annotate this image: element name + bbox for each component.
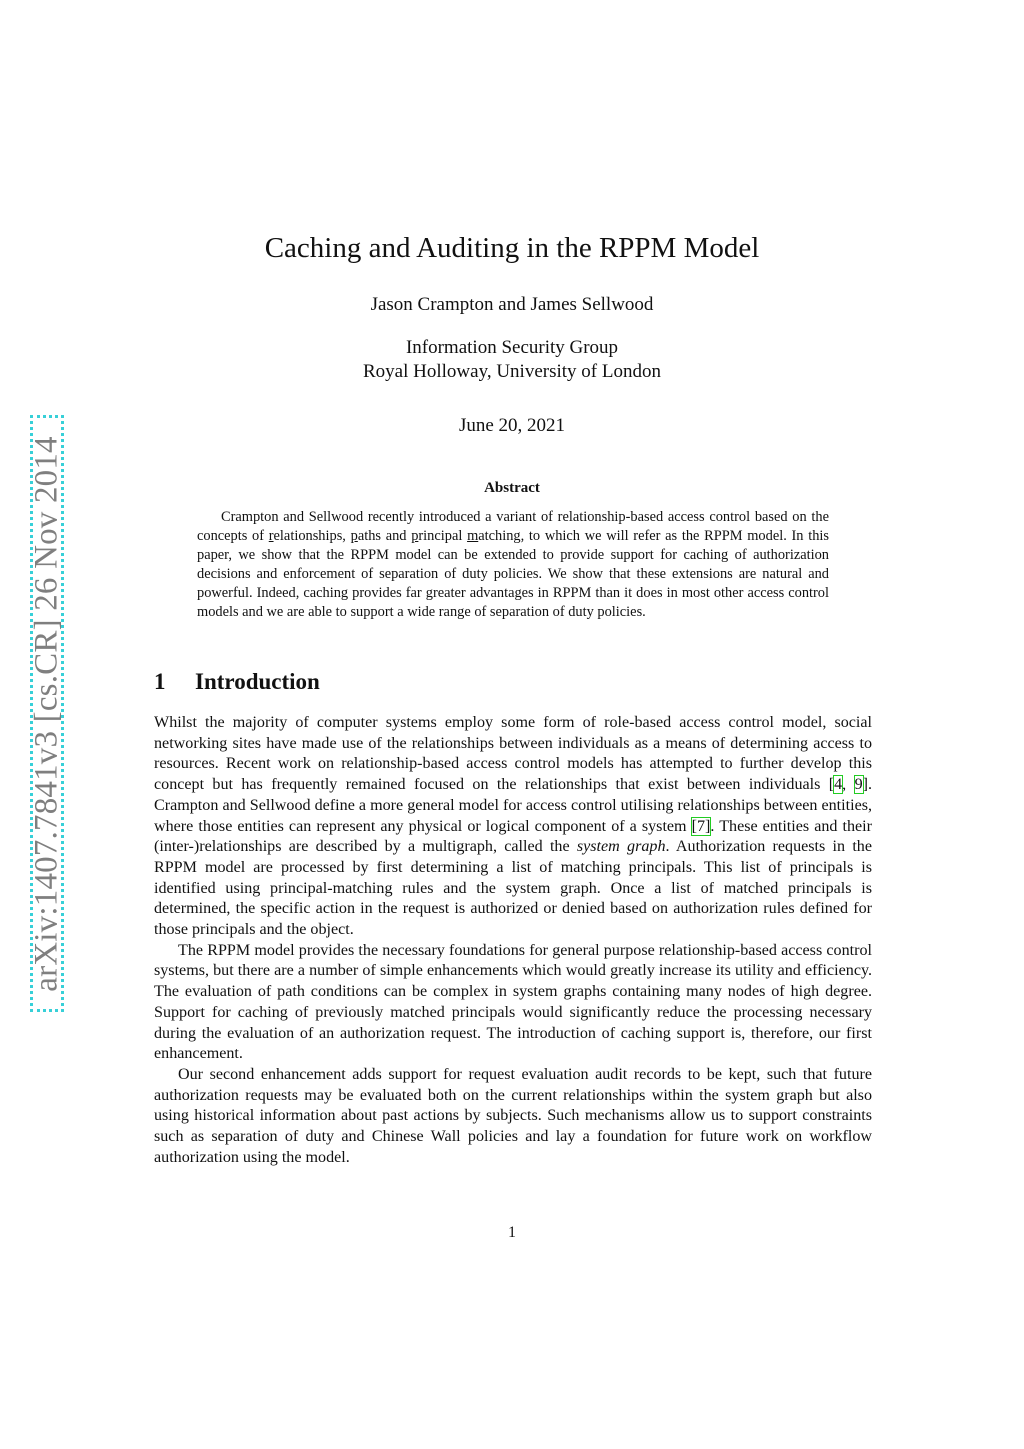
intro-text: . These entities and their (inter-)relationships are described by a multigraph, called the [154, 817, 872, 856]
abstract-text: aths and [357, 527, 412, 544]
intro-paragraph-2: The RPPM model provides the necessary foundations for general purpose relationship-based access control systems, but there are a number of simple enhancements which would greatly increase its utility and efficiency. The evaluation of path conditions can be complex in system graphs containing many nodes of high degree. Support for caching of previously matched principals would significantly reduce the processing necessary during the evaluation of an authorization request. The introduction of caching support is, therefore, our first enhancement. [154, 941, 872, 1063]
abstract-text: Crampton and Sellwood recently introduced a variant of relationship-based access control based on the concepts of [197, 509, 829, 544]
intro-paragraph-1 [154, 713, 872, 941]
section-title: Introduction [195, 669, 320, 694]
cite-bracket: ] [862, 776, 868, 794]
cite-bracket: [ [828, 776, 835, 794]
abstract-body [197, 508, 829, 621]
section-heading-introduction [154, 669, 320, 695]
abstract-underline-r: r [268, 527, 274, 544]
abstract-heading: Abstract [484, 480, 540, 496]
abstract-text: atching, to which we will refer as the RPPM model. In this paper, we show that the RPPM model can be extended to provide support for caching of authorization decisions and enforcement of separation of duty policies. We show that these extensions are natural and powerful. Indeed, caching provides far greater advantages in RPPM than it does in most other access control models and we are able to support a wide range of separation of duty policies. [197, 527, 829, 620]
abstract-underline-p: p [350, 527, 358, 544]
term-system-graph: system graph [576, 838, 666, 856]
abstract-underline-p: p [411, 527, 419, 544]
cite-separator: , [842, 776, 855, 794]
arxiv-stamp [30, 415, 64, 1012]
citation-link-4[interactable]: 4 [834, 776, 843, 794]
paper-title: Caching and Auditing in the RPPM Model [264, 232, 760, 264]
page-number: 1 [508, 1224, 516, 1241]
affiliation [0, 336, 1024, 384]
citation-link-9[interactable]: 9 [854, 776, 863, 794]
arxiv-id: arXiv:1407.7841v3 [cs.CR] 26 Nov 2014 [28, 435, 65, 992]
intro-text: Whilst the majority of computer systems employ some form of role-based access control model, social networking sites have made use of the relationships between individuals as a means of determining access to resources. Recent work on relationship-based access control models has attempted to further develop this concept but has frequently remained focused on the relationships that exist between individuals [154, 714, 872, 794]
abstract-underline-m: m [467, 527, 479, 544]
paper-date: June 20, 2021 [458, 415, 566, 436]
abstract-text: rincipal [418, 527, 468, 544]
abstract-text: elationships, [273, 527, 351, 544]
intro-text: . Authorization requests in the RPPM model are processed by first determining a list of matching principals. This list of principals is identified using principal-matching rules and the system graph. Once a list of matched principals is determined, the specific action in the request is authorized or denied based on authorization rules defined for those principals and the object. [154, 838, 872, 939]
introduction-body [154, 713, 872, 1168]
authors: Jason Crampton and James Sellwood [370, 294, 654, 315]
affiliation-group: Information Security Group [405, 337, 619, 358]
intro-paragraph-3: Our second enhancement adds support for request evaluation audit records to be kept, such that future authorization requests may be evaluated both on the current relationships within the system graph but also using historical information about past actions by subjects. Such mechanisms allow us to support constraints such as separation of duty and Chinese Wall policies and lay a foundation for future work on workflow authorization using the model. [154, 1065, 872, 1166]
affiliation-institution: Royal Holloway, University of London [363, 361, 661, 382]
citation-link-7[interactable]: [7] [691, 817, 711, 835]
section-number: 1 [154, 669, 166, 694]
intro-text: . Crampton and Sellwood define a more general model for access control utilising relationships between entities, where those entities can represent any physical or logical component of a system [154, 776, 872, 835]
